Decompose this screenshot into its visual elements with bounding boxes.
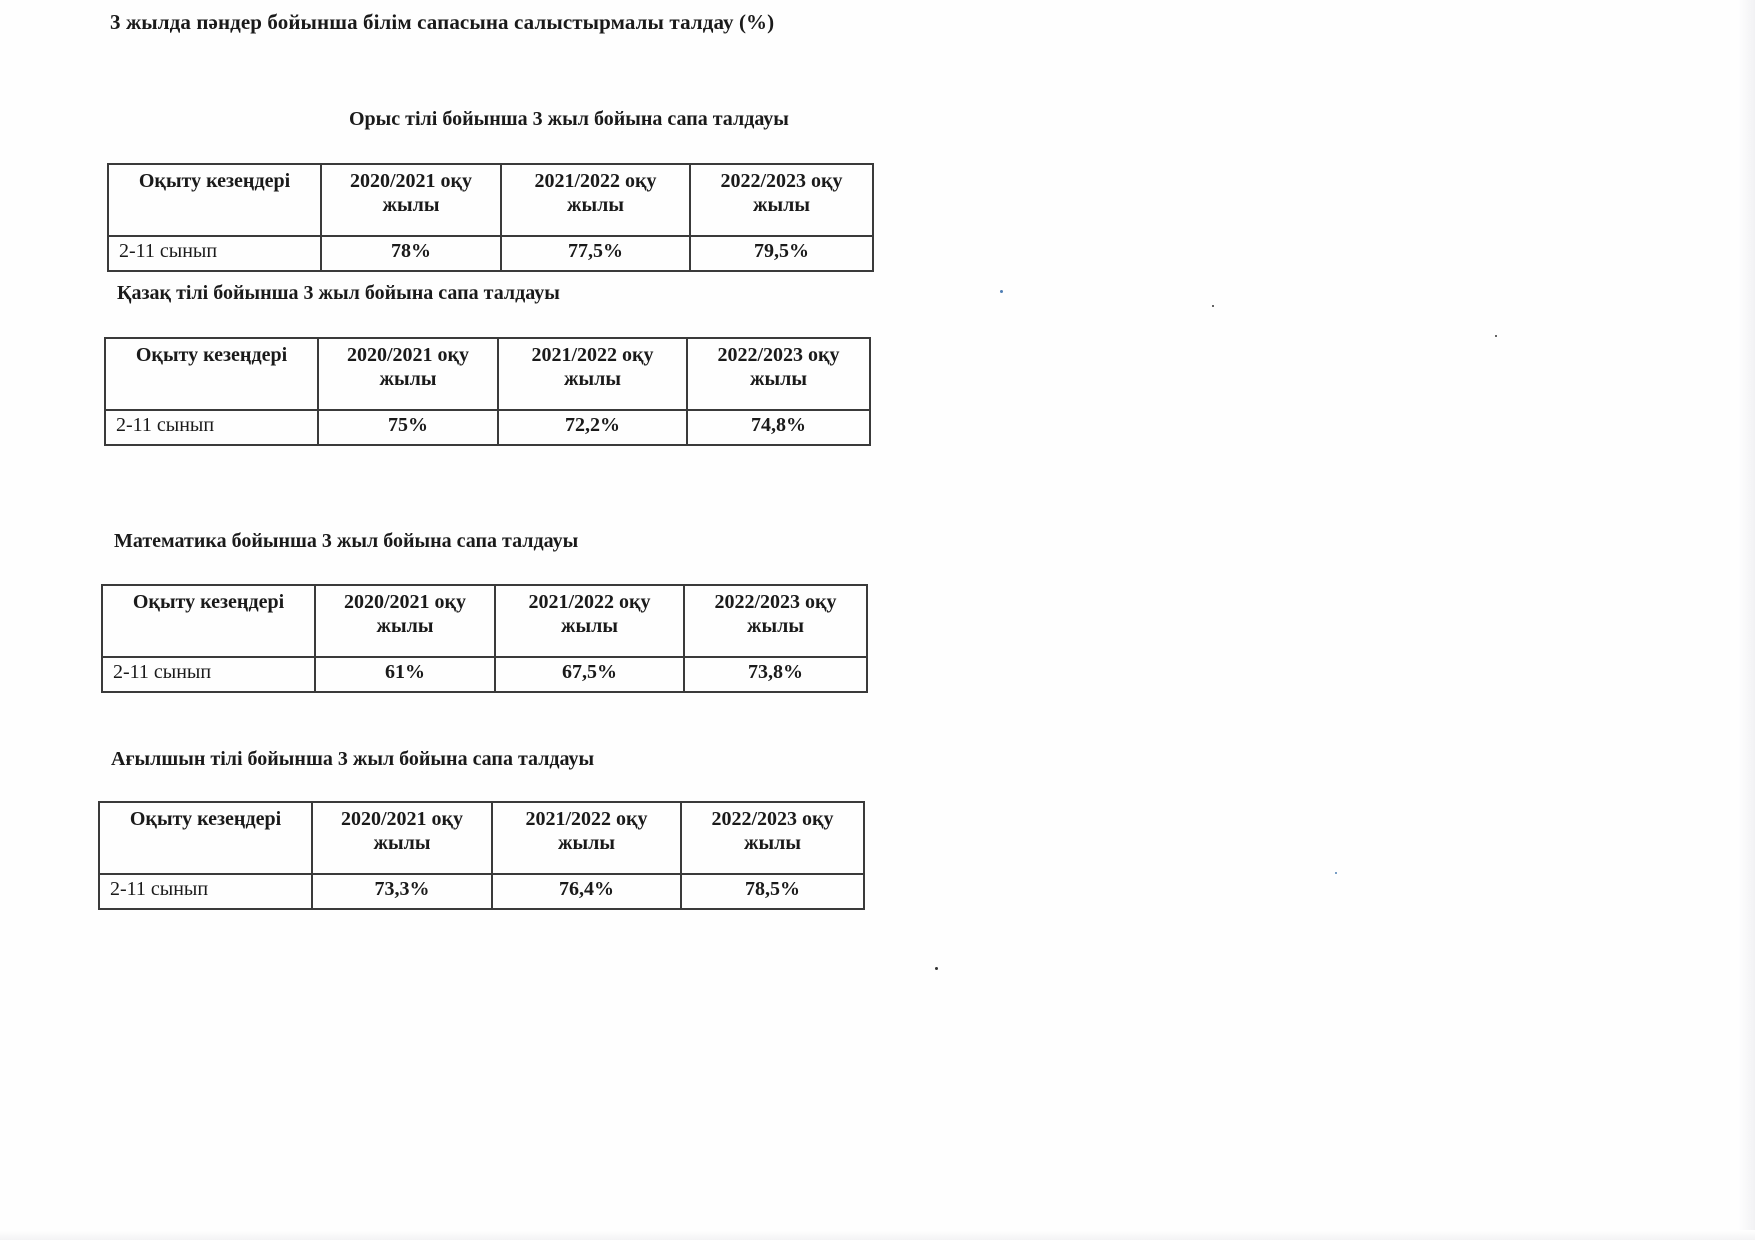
table-row [105,410,870,445]
row-label: 2-11 сынып [108,236,321,271]
quality-table-kazakh [104,337,871,446]
value-year-2: 72,2% [498,410,687,445]
quality-table-russian [107,163,874,272]
quality-table-math [101,584,868,693]
header-period: Оқыту кезеңдері [105,338,318,410]
value-year-2: 76,4% [492,874,681,909]
scan-speck [1495,335,1497,337]
row-label: 2-11 сынып [99,874,312,909]
header-year-3: 2022/2023 оқу жылы [687,338,870,410]
header-year-2: 2021/2022 оқу жылы [492,802,681,874]
header-period: Оқыту кезеңдері [108,164,321,236]
scan-speck [935,967,938,970]
value-year-1: 73,3% [312,874,492,909]
value-year-1: 78% [321,236,501,271]
document-title: 3 жылда пәндер бойынша білім сапасына салыстырмалы талдау (%) [110,10,775,34]
table-row [99,874,864,909]
scan-speck [1212,305,1214,307]
header-year-1: 2020/2021 оқу жылы [312,802,492,874]
value-year-3: 79,5% [690,236,873,271]
section-title-kazakh: Қазақ тілі бойынша 3 жыл бойына сапа талдауы [117,282,560,304]
value-year-2: 67,5% [495,657,684,692]
header-period: Оқыту кезеңдері [102,585,315,657]
table-header-row [102,585,867,657]
value-year-1: 75% [318,410,498,445]
row-label: 2-11 сынып [105,410,318,445]
table-row [102,657,867,692]
header-year-3: 2022/2023 оқу жылы [681,802,864,874]
table-row [108,236,873,271]
header-period: Оқыту кезеңдері [99,802,312,874]
section-title-russian: Орыс тілі бойынша 3 жыл бойына сапа талдауы [349,108,789,130]
scan-speck [1335,872,1337,874]
section-title-english: Ағылшын тілі бойынша 3 жыл бойына сапа талдауы [111,748,595,770]
header-year-3: 2022/2023 оқу жылы [690,164,873,236]
scan-speck [1000,290,1003,293]
header-year-1: 2020/2021 оқу жылы [315,585,495,657]
value-year-3: 78,5% [681,874,864,909]
scan-edge-bottom [0,1230,1755,1240]
scan-edge-right [1737,0,1755,1240]
value-year-3: 73,8% [684,657,867,692]
value-year-2: 77,5% [501,236,690,271]
header-year-2: 2021/2022 оқу жылы [501,164,690,236]
table-header-row [108,164,873,236]
header-year-3: 2022/2023 оқу жылы [684,585,867,657]
header-year-2: 2021/2022 оқу жылы [495,585,684,657]
value-year-3: 74,8% [687,410,870,445]
header-year-1: 2020/2021 оқу жылы [321,164,501,236]
value-year-1: 61% [315,657,495,692]
section-title-math: Математика бойынша 3 жыл бойына сапа талдауы [114,530,579,552]
row-label: 2-11 сынып [102,657,315,692]
table-header-row [99,802,864,874]
header-year-2: 2021/2022 оқу жылы [498,338,687,410]
header-year-1: 2020/2021 оқу жылы [318,338,498,410]
quality-table-english [98,801,865,910]
table-header-row [105,338,870,410]
